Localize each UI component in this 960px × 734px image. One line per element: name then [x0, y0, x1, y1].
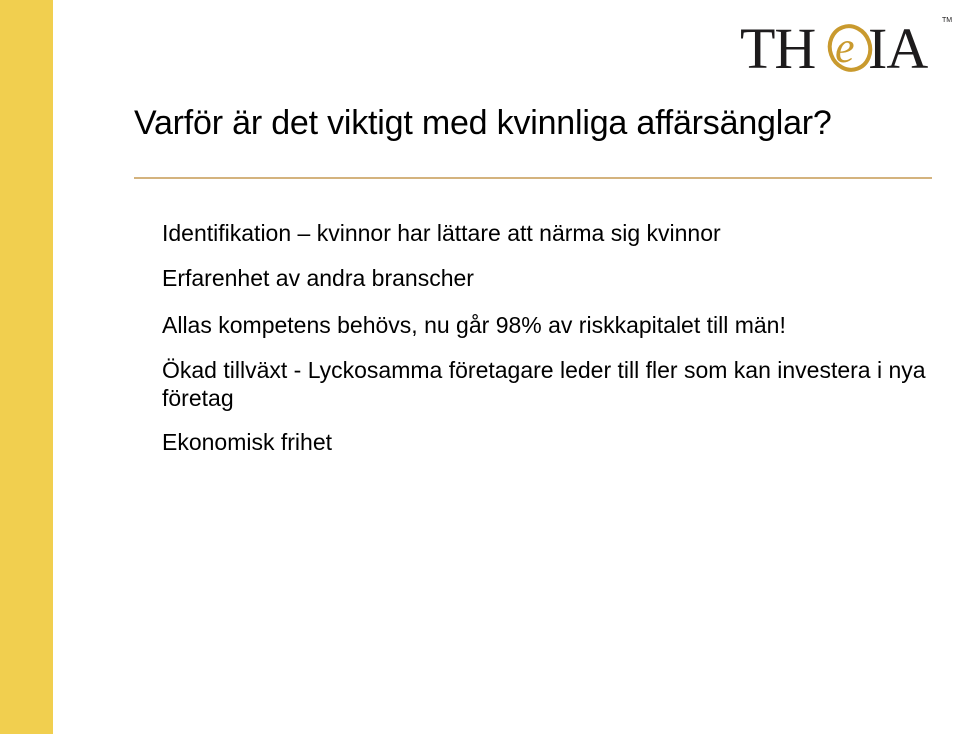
logo-text-right: IA [868, 16, 928, 78]
bullet-item: Erfarenhet av andra branscher [162, 265, 474, 291]
bullet-item: Identifikation – kvinnor har lättare att närma sig kvinnor [162, 220, 721, 246]
title-divider [134, 177, 932, 179]
side-accent-bar [0, 0, 53, 734]
bullet-item: Allas kompetens behövs, nu går 98% av riskkapitalet till män! [162, 312, 786, 338]
theia-logo [740, 12, 956, 78]
logo-trademark: TM [942, 17, 953, 24]
bullet-list [162, 214, 932, 456]
bullet-item: Ökad tillväxt - Lyckosamma företagare leder till fler som kan investera i nya företag [162, 357, 926, 411]
logo-text-left: TH [740, 16, 816, 78]
slide-title: Varför är det viktigt med kvinnliga affärsänglar? [134, 104, 832, 142]
logo-text-mid: e [835, 23, 855, 72]
bullet-item: Ekonomisk frihet [162, 429, 333, 455]
